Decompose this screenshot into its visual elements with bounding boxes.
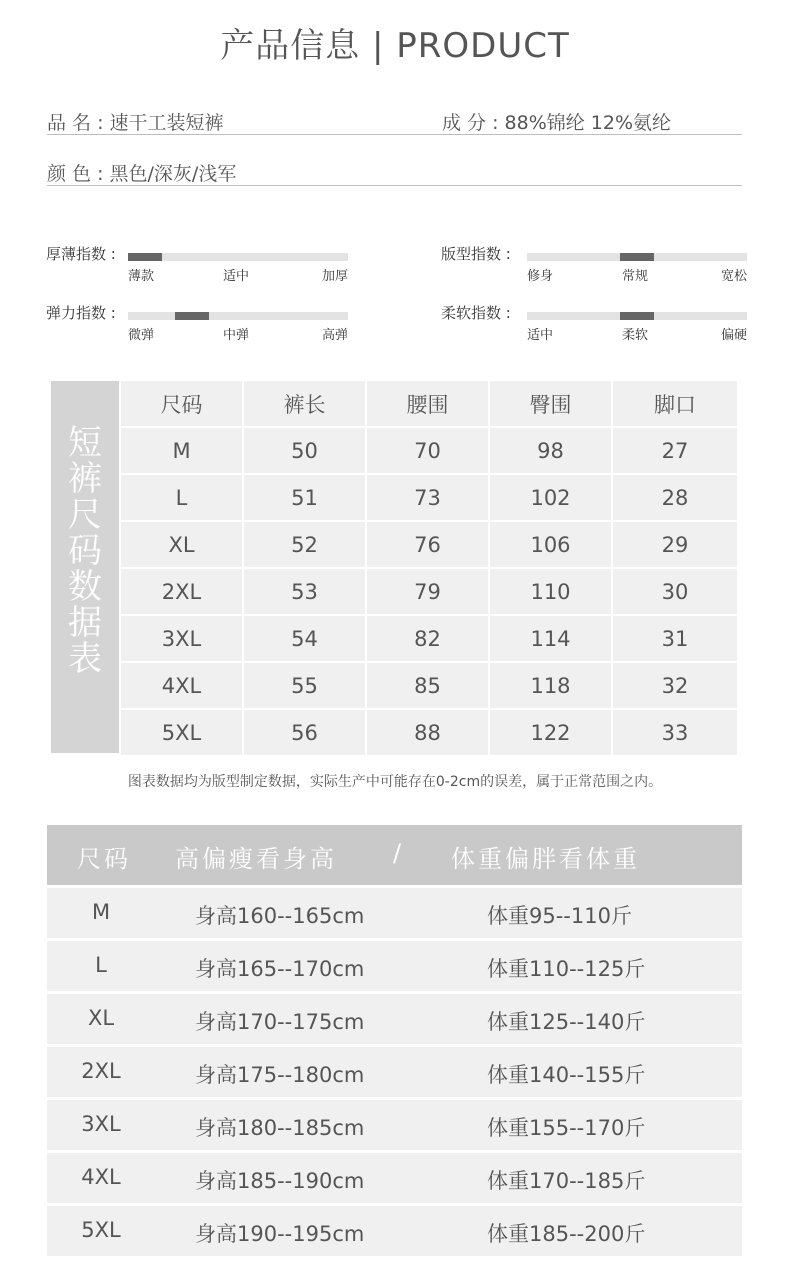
size-table-grid [121,381,740,757]
table-row [121,428,740,473]
table-row [47,888,742,938]
header-weight: 体重偏胖看体重 [451,845,640,873]
product-material: 成 分 : 88%锦纶 12%氨纶 [442,112,672,134]
table-cell: 5XL [121,710,242,755]
table-row [47,941,742,991]
table-cell: 32 [613,663,737,708]
header-height: 高偏瘦看身高 [175,845,337,873]
table-cell: 102 [490,475,611,520]
table-row [121,710,740,755]
table-cell: 50 [244,428,365,473]
table-cell: 54 [244,616,365,661]
table-row [121,616,740,661]
table-cell: 56 [244,710,365,755]
table-cell: 73 [367,475,488,520]
size-table-header-row [121,381,740,426]
table-cell: 114 [490,616,611,661]
row-weight: 体重140--155斤 [487,1063,646,1087]
table-cell: 29 [613,522,737,567]
table-row [121,475,740,520]
table-cell: 98 [490,428,611,473]
table-cell: 51 [244,475,365,520]
row-height: 身高180--185cm [195,1116,365,1140]
table-cell: 79 [367,569,488,614]
header-divider: / [393,839,405,867]
index-tick: 加厚 [321,269,348,284]
index-bar [128,253,348,261]
index-tick: 宽松 [720,269,747,284]
product-name: 品 名 : 速干工装短裤 [47,112,224,134]
column-header: 脚口 [613,381,737,426]
table-cell: 2XL [121,569,242,614]
table-row [47,1047,742,1097]
row-size: 3XL [81,1112,121,1136]
index-tick: 高弹 [321,328,348,343]
recommendation-header [47,825,742,885]
index-bar [527,253,747,261]
index-tick: 修身 [527,269,554,284]
row-size: 5XL [81,1218,121,1242]
table-cell: 30 [613,569,737,614]
index-label: 版型指数 : [441,245,511,263]
table-row [121,663,740,708]
table-cell: 27 [613,428,737,473]
column-header: 臀围 [490,381,611,426]
info-row-color [47,155,742,186]
table-cell: 88 [367,710,488,755]
product-color: 颜 色 : 黑色/深灰/浅军 [47,163,237,185]
index-bar [128,312,348,320]
row-height: 身高165--170cm [195,957,365,981]
index-tick: 中弹 [223,328,250,343]
table-row [47,1206,742,1256]
row-size: M [91,900,111,924]
table-row [47,1153,742,1203]
index-bar [527,312,747,320]
row-weight: 体重185--200斤 [487,1222,646,1246]
index-tick: 微弹 [128,328,155,343]
table-cell: 31 [613,616,737,661]
table-cell: 106 [490,522,611,567]
column-header: 腰围 [367,381,488,426]
row-height: 身高185--190cm [195,1169,365,1193]
table-cell: 85 [367,663,488,708]
column-header: 裤长 [244,381,365,426]
table-cell: 110 [490,569,611,614]
table-cell: L [121,475,242,520]
row-weight: 体重170--185斤 [487,1169,646,1193]
row-size: L [95,953,107,977]
index-tick: 偏硬 [720,328,747,343]
header-size: 尺码 [77,845,131,873]
row-weight: 体重95--110斤 [487,904,632,928]
tolerance-note: 图表数据均为版型制定数据，实际生产中可能存在0-2cm的误差，属于正常范围之内。 [127,774,663,790]
size-table [51,381,740,753]
table-cell: 55 [244,663,365,708]
index-tick: 薄款 [128,269,155,284]
index-label: 厚薄指数 : [46,245,116,263]
row-weight: 体重125--140斤 [487,1010,646,1034]
index-marker [128,253,162,261]
index-tick: 常规 [622,269,649,284]
index-marker [175,312,209,320]
index-marker [620,312,654,320]
row-size: XL [87,1006,115,1030]
table-cell: M [121,428,242,473]
index-tick: 适中 [527,328,554,343]
page-title: 产品信息 | PRODUCT [220,26,570,66]
index-label: 弹力指数 : [46,304,116,322]
table-row [47,994,742,1044]
table-cell: 76 [367,522,488,567]
table-cell: 118 [490,663,611,708]
table-cell: 4XL [121,663,242,708]
table-cell: 53 [244,569,365,614]
row-height: 身高160--165cm [195,904,365,928]
index-tick: 柔软 [622,328,649,343]
table-row [47,1100,742,1150]
row-size: 2XL [81,1059,121,1083]
size-table-side-label: 短裤尺码数据表 [51,381,119,753]
column-header: 尺码 [121,381,242,426]
table-cell: 122 [490,710,611,755]
index-label: 柔软指数 : [441,304,511,322]
table-cell: 70 [367,428,488,473]
table-cell: 28 [613,475,737,520]
index-tick: 适中 [223,269,250,284]
row-weight: 体重110--125斤 [487,957,646,981]
table-row [121,522,740,567]
row-height: 身高170--175cm [195,1010,365,1034]
row-height: 身高190--195cm [195,1222,365,1246]
table-row [121,569,740,614]
table-cell: 33 [613,710,737,755]
size-recommendation-table [47,825,742,1259]
table-cell: XL [121,522,242,567]
index-marker [620,253,654,261]
row-height: 身高175--180cm [195,1063,365,1087]
table-cell: 3XL [121,616,242,661]
info-row-name-material [47,104,742,135]
table-cell: 52 [244,522,365,567]
table-cell: 82 [367,616,488,661]
row-size: 4XL [81,1165,121,1189]
row-weight: 体重155--170斤 [487,1116,646,1140]
